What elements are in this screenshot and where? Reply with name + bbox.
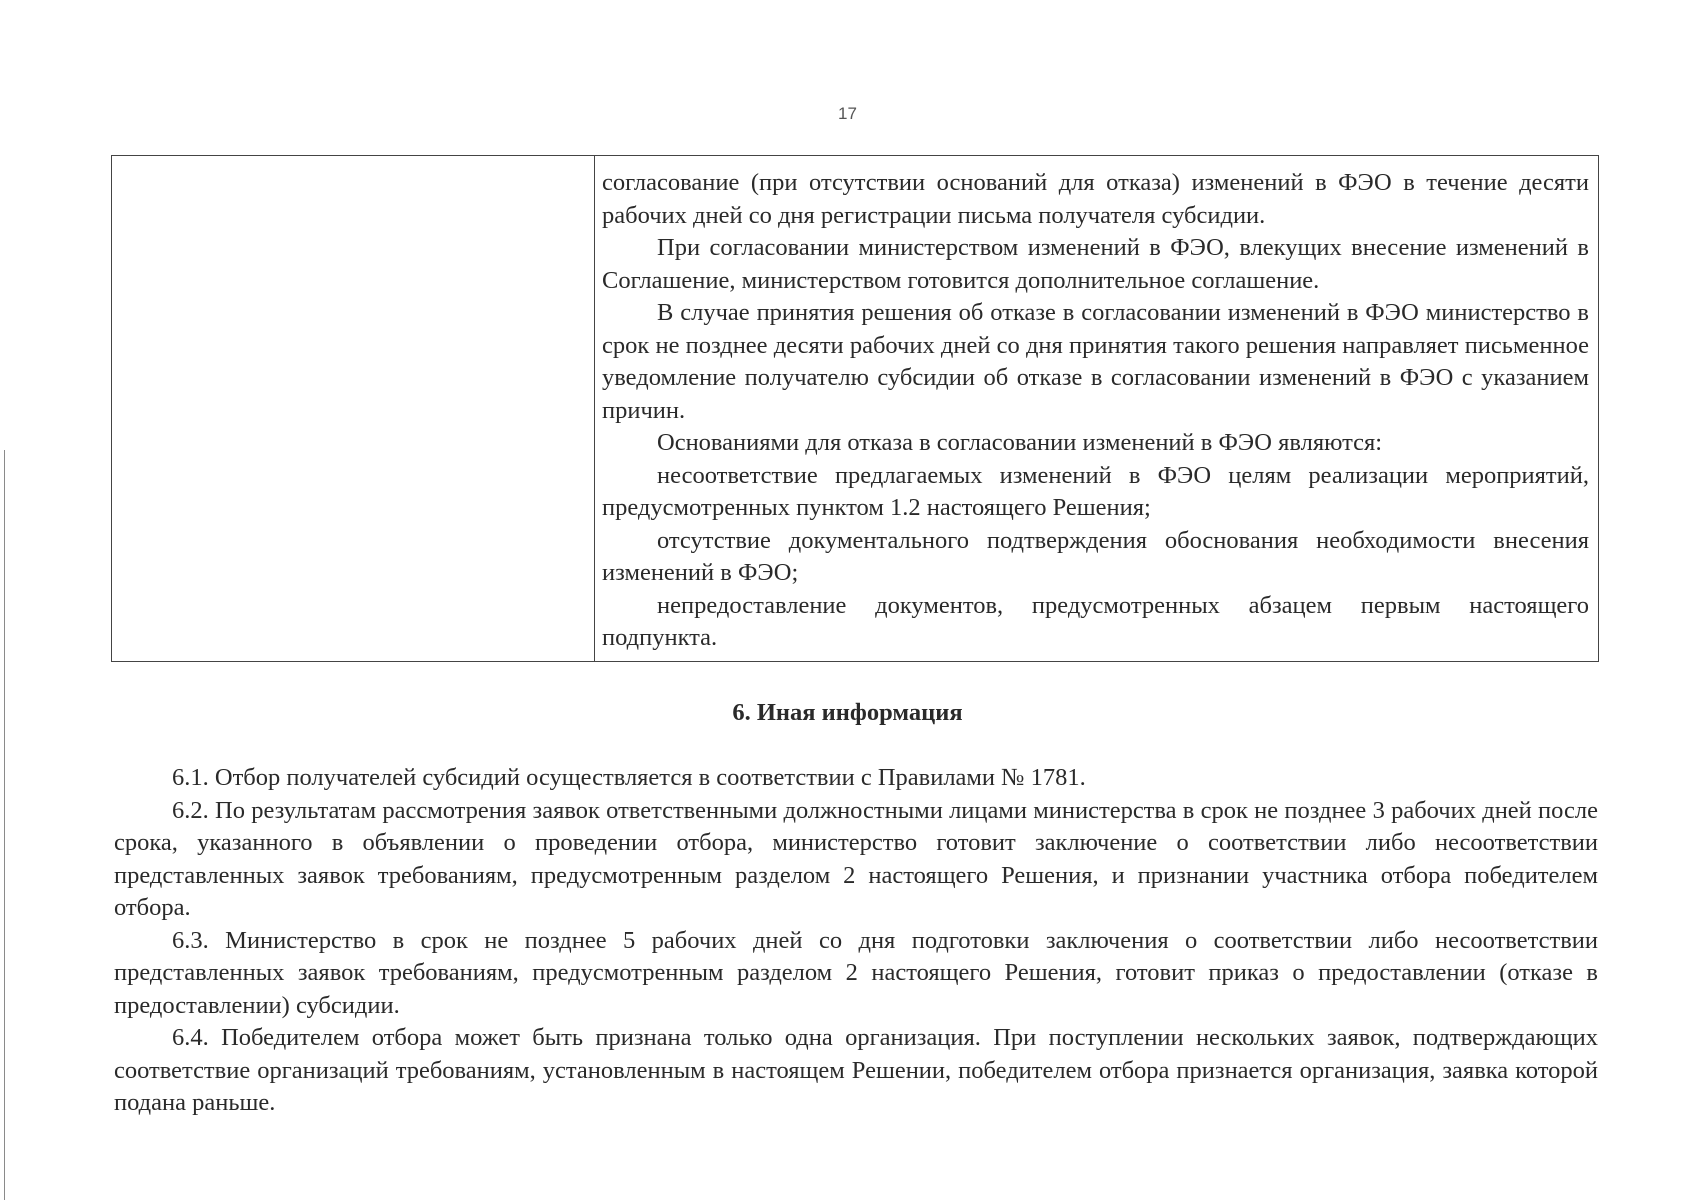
table-paragraph: согласование (при отсутствии оснований для отказа) изменений в ФЭО в течение десяти рабочих дней со дня регистрации письма получателя субсидии. [602, 169, 1589, 229]
section-title: 6. Иная информация [732, 699, 963, 726]
table-paragraph: несоответствие предлагаемых изменений в ФЭО целям реализации мероприятий, предусмотренных пунктом 1.2 настоящего Решения; [602, 461, 1589, 521]
section-paragraph: 6.2. По результатам рассмотрения заявок ответственными должностными лицами министерства в срок не позднее 3 рабочих дней после срока, указанного в объявлении о проведении отбора, министерство готовит заключение о соответствии либо несоответствии представленных заявок требованиям, предусмотренным разделом 2 настоящего Решения, и признании участника отбора победителем отбора. [114, 796, 1598, 921]
document-table [111, 155, 1599, 662]
section-paragraph: 6.4. Победителем отбора может быть признана только одна организация. При поступлении нескольких заявок, подтверждающих соответствие организаций требованиям, установленным в настоящем Решении, победителем отбора признается организация, заявка которой подана раньше. [114, 1024, 1598, 1116]
table-left-cell [112, 156, 595, 661]
section-body [114, 762, 1598, 1120]
scan-edge-line [4, 450, 5, 1200]
table-paragraph: отсутствие документального подтверждения обоснования необходимости внесения изменений в ФЭО; [602, 526, 1589, 586]
page-number: 17 [838, 104, 857, 123]
table-paragraph: В случае принятия решения об отказе в согласовании изменений в ФЭО министерство в срок не позднее десяти рабочих дней со дня принятия такого решения направляет письменное уведомление получателю субсидии об отказе в согласовании изменений в ФЭО с указанием причин. [602, 299, 1589, 424]
table-paragraph: Основаниями для отказа в согласовании изменений в ФЭО являются: [657, 429, 1383, 456]
section-paragraph: 6.3. Министерство в срок не позднее 5 рабочих дней со дня подготовки заключения о соответствии либо несоответствии представленных заявок требованиям, предусмотренным разделом 2 настоящего Решения, готовит приказ о предоставлении (отказе в предоставлении) субсидии. [114, 926, 1598, 1019]
table-right-cell [595, 156, 1598, 661]
table-paragraph: При согласовании министерством изменений в ФЭО, влекущих внесение изменений в Соглашение, министерством готовится дополнительное соглашение. [602, 234, 1589, 294]
section-paragraph: 6.1. Отбор получателей субсидий осуществляется в соответствии с Правилами № 1781. [172, 764, 1086, 791]
table-paragraph: непредоставление документов, предусмотренных абзацем первым настоящего подпункта. [602, 591, 1589, 651]
